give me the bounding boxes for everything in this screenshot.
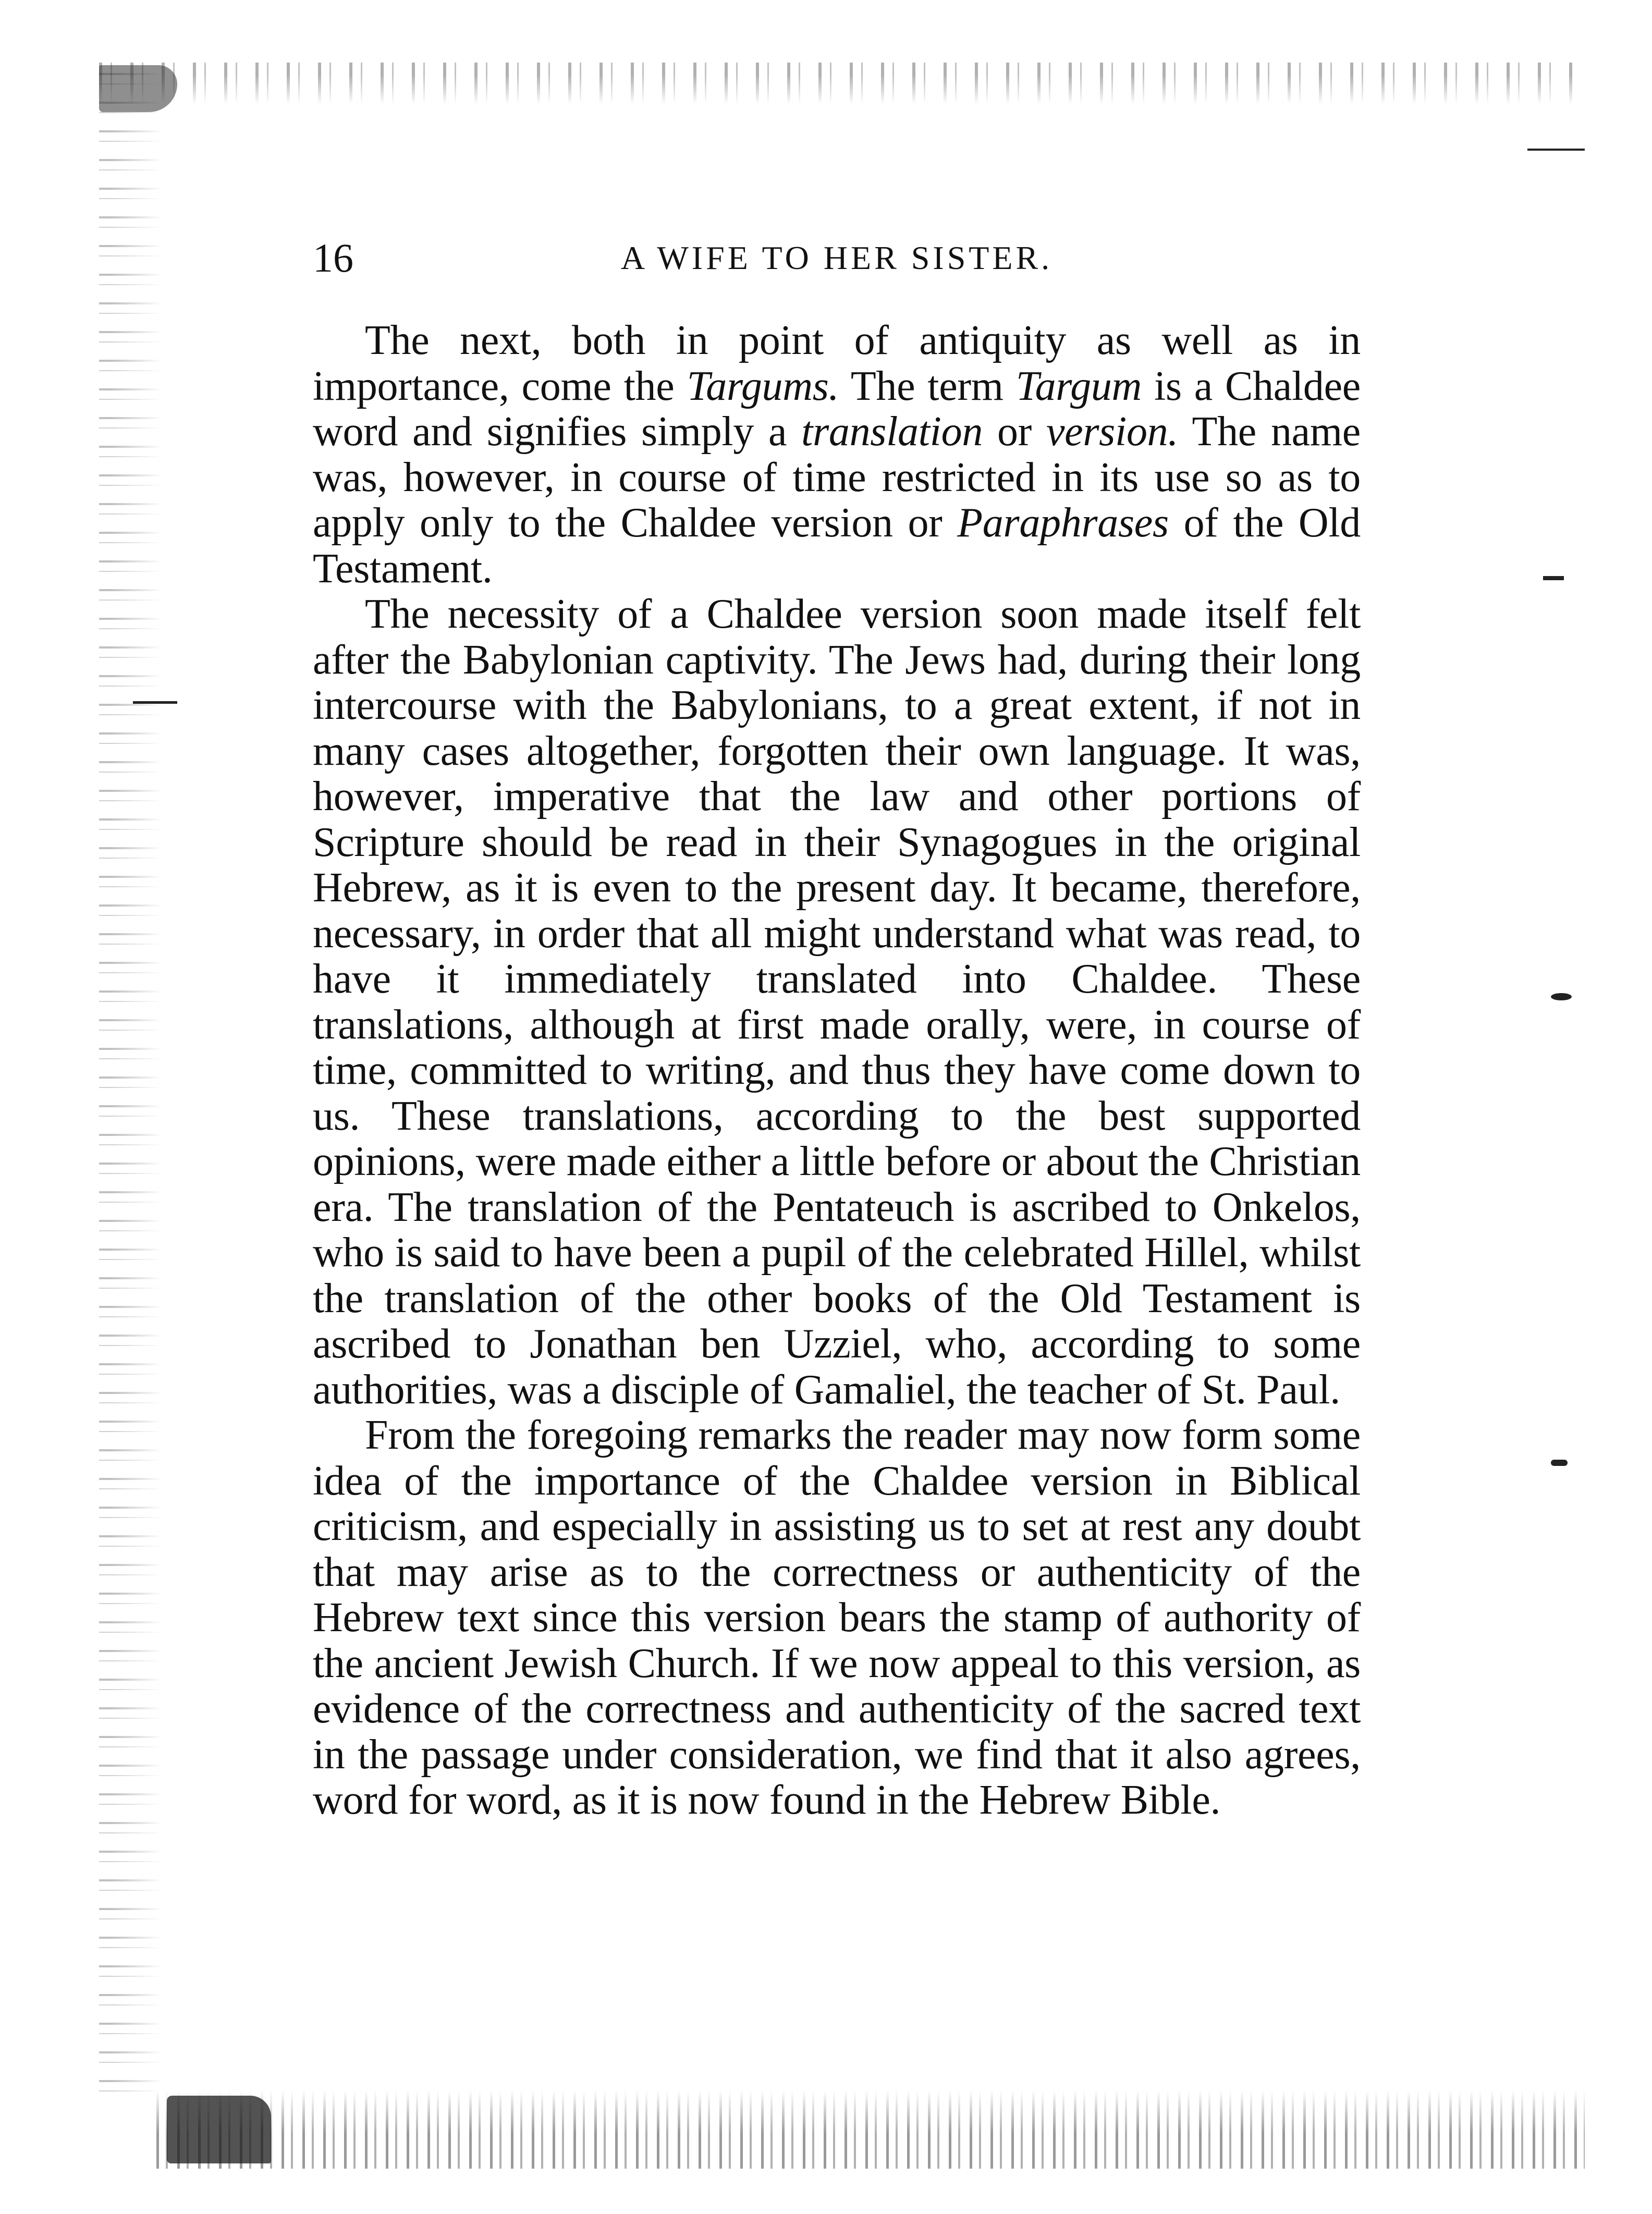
scan-noise-bottom (156, 2090, 1585, 2169)
italic-translation: translation (801, 409, 983, 455)
paragraph-1-text: The name was, however, in course of time restricted in its use so as to apply only to the Chaldee version or (313, 409, 1361, 546)
stray-mark (1543, 576, 1564, 580)
running-title: A WIFE TO HER SISTER. (620, 239, 1053, 276)
italic-paraphrases: Paraphrases (957, 500, 1169, 546)
scan-noise-left (99, 73, 162, 2106)
page-header (313, 229, 1361, 287)
paragraph-1-text: The term (839, 363, 1016, 409)
italic-targum: Targum (1015, 363, 1142, 409)
stray-mark (1551, 1460, 1568, 1466)
italic-version: version. (1046, 409, 1179, 455)
stray-mark (133, 701, 177, 704)
paragraph-1-text: is a Chaldee word and signifies simply a (313, 363, 1361, 455)
paragraph-3: From the foregoing remarks the reader may now form some idea of the importance of the Chaldee version in Biblical criticism, and especially in assisting us to set at rest any doubt that may arise as to the correctness or authenticity of the Hebrew text since this version bears the stamp of authority of the ancient Jewish Church. If we now appeal to this version, as evidence of the correctness and authenticity of the sacred text in the passage under consideration, we find that it also agrees, word for word, as it is now found in the Hebrew Bible. (313, 1412, 1361, 1823)
paragraph-1 (313, 318, 1361, 592)
page-number: 16 (313, 235, 353, 280)
paragraph-2: The necessity of a Chaldee version soon made itself felt after the Babylonian captivity. The Jews had, during their long intercourse with the Babylonians, to a great extent, if not in many cases altogether, forgotten their own language. It was, however, imperative that the law and other portions of Scripture should be read in their Synagogues in the original Hebrew, as it is even to the present day. It became, therefore, necessary, in order that all might understand what was read, to have it immediately translated into Chaldee. These translations, although at first made orally, were, in course of time, committed to writing, and thus they have come down to us. These translations, according to the best supported opinions, were made either a little before or about the Christian era. The translation of the Pentateuch is ascribed to Onkelos, who is said to have been a pupil of the celebrated Hillel, whilst the translation of the other books of the Old Testament is ascribed to Jonathan ben Uzziel, who, according to some authorities, was a disciple of Gamaliel, the teacher of St. Paul. (313, 591, 1361, 1413)
stray-mark (1551, 993, 1572, 1000)
italic-targums: Targums. (687, 363, 839, 409)
scan-noise-top (99, 63, 1574, 104)
scan-corner-bottom-left (167, 2096, 271, 2163)
paragraph-1-text: The next, both in point of antiquity as well as in importance, come the (313, 317, 1361, 409)
body-text (313, 318, 1361, 1824)
stray-mark (1527, 149, 1585, 151)
paragraph-1-text: of the Old Testament. (313, 500, 1361, 592)
scan-corner-top-left (99, 65, 177, 112)
paragraph-1-text: or (983, 409, 1046, 455)
